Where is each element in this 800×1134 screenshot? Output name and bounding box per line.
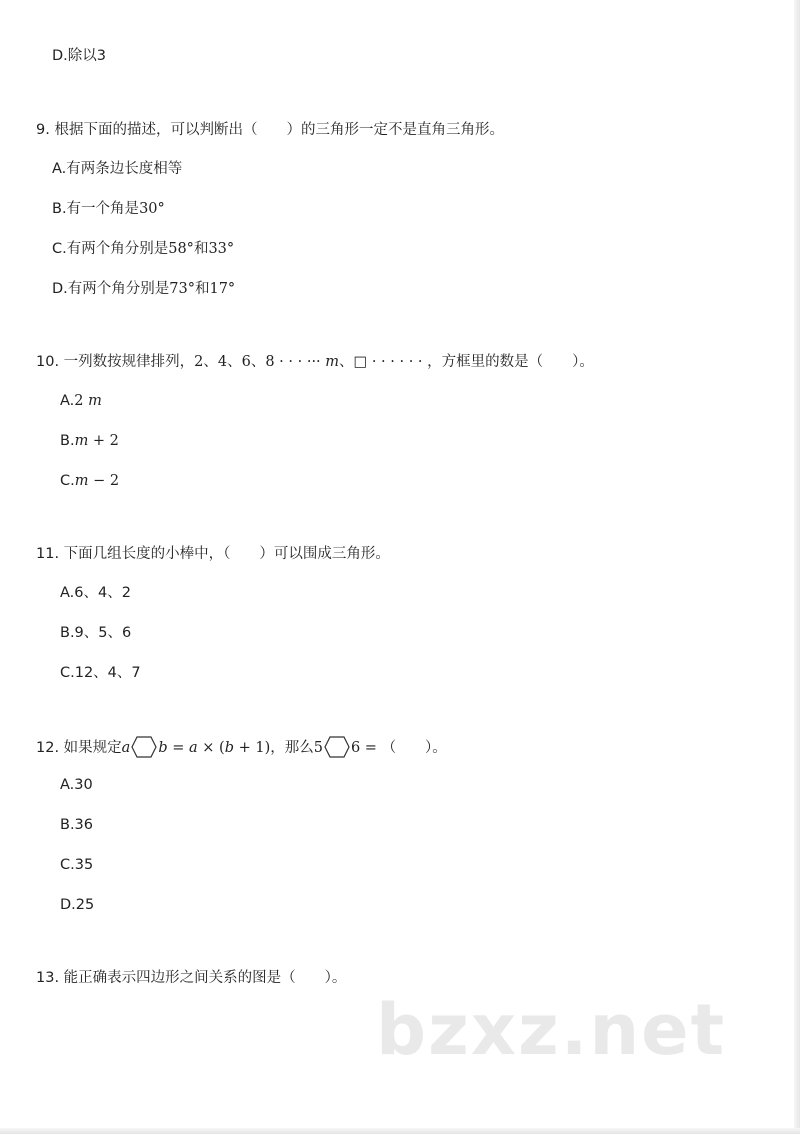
- q10-stem: [36, 352, 594, 372]
- q12-plus-one: + 1): [233, 740, 271, 756]
- q9-option-b: [52, 199, 165, 219]
- page-edge-right: [794, 0, 800, 1134]
- q12-option-c: [60, 855, 93, 875]
- hexagon-operator-icon: [324, 736, 350, 758]
- hexagon-operator-icon: [131, 736, 157, 758]
- q10-sequence-box: 、□ · · · · · · ，: [339, 354, 442, 370]
- q11-option-c-text: C.12、4、7: [60, 665, 141, 681]
- q10-option-a: [60, 391, 102, 411]
- q12-stem-mid: ，那么: [270, 740, 314, 756]
- q9-stem: [36, 120, 504, 140]
- page-edge-bottom: [0, 1128, 800, 1134]
- q9-option-c-and: 和: [193, 241, 209, 257]
- q9-option-d-angle2: 17°: [209, 281, 236, 297]
- q9-option-d-angle1: 73°: [169, 281, 195, 297]
- q11-option-c: [60, 663, 141, 683]
- q10-option-a-label: A.: [60, 393, 75, 409]
- q10-option-a-var: m: [88, 393, 102, 409]
- q10-option-a-num: 2: [74, 393, 89, 409]
- q10-option-c: [60, 471, 119, 491]
- q11-stem: [36, 544, 390, 564]
- q11-option-a: [60, 583, 131, 603]
- q9-stem-text: 9. 根据下面的描述，可以判断出（ ）的三角形一定不是直角三角形。: [36, 122, 504, 138]
- q12-option-a-text: A.30: [60, 777, 93, 793]
- q12-option-a: [60, 775, 93, 795]
- q10-option-c-rest: − 2: [88, 473, 120, 489]
- q12-option-b: [60, 815, 93, 835]
- q11-option-b: [60, 623, 131, 643]
- q11-stem-text: 11. 下面几组长度的小棒中，（ ）可以围成三角形。: [36, 546, 390, 562]
- q9-option-d-and: 和: [194, 281, 210, 297]
- q9-option-b-math: 30°: [139, 201, 165, 217]
- q12-var-a2: a: [189, 740, 198, 756]
- q13-stem-text: 13. 能正确表示四边形之间关系的图是（ ）。: [36, 970, 347, 986]
- q12-six: 6 =: [350, 740, 382, 756]
- q9-option-d: [52, 279, 235, 299]
- q9-option-c-angle1: 58°: [168, 241, 194, 257]
- q12-five: 5: [313, 740, 323, 756]
- q9-option-a-text: A.有两条边长度相等: [52, 161, 183, 177]
- q12-option-d: [60, 895, 94, 915]
- q10-option-b-label: B.: [60, 433, 75, 449]
- q13-stem: [36, 968, 346, 988]
- q8-option-d: [52, 46, 106, 66]
- q10-option-b: [60, 431, 119, 451]
- q12-times: × (: [197, 740, 225, 756]
- q12-option-d-text: D.25: [60, 897, 95, 913]
- q12-var-b: b: [158, 740, 168, 756]
- q12-var-b2: b: [224, 740, 234, 756]
- q11-option-a-text: A.6、4、2: [60, 585, 131, 601]
- q12-equals: =: [167, 740, 189, 756]
- q11-option-b-text: B.9、5、6: [60, 625, 132, 641]
- q10-option-c-var: m: [74, 473, 89, 489]
- q10-sequence-m: m: [325, 354, 340, 370]
- q10-stem-lead: 10. 一列数按规律排列，: [36, 354, 195, 370]
- q9-option-c-label: C.有两个角分别是: [52, 241, 169, 257]
- q9-option-d-label: D.有两个角分别是: [52, 281, 170, 297]
- q12-option-b-text: B.36: [60, 817, 94, 833]
- q8-option-d-text: D.除以3: [52, 48, 106, 64]
- q10-stem-tail: 方框里的数是（ ）。: [441, 354, 594, 370]
- q9-option-a: [52, 159, 182, 179]
- q10-option-b-rest: + 2: [88, 433, 119, 449]
- q9-option-c-angle2: 33°: [208, 241, 235, 257]
- q10-option-b-var: m: [74, 433, 89, 449]
- q12-stem-tail: （ ）。: [381, 740, 447, 756]
- q9-option-c: [52, 239, 234, 259]
- q12-stem: [36, 736, 447, 758]
- q12-var-a: a: [121, 740, 131, 756]
- q12-option-c-text: C.35: [60, 857, 94, 873]
- q12-stem-lead: 12. 如果规定: [36, 740, 122, 756]
- q10-sequence: 2、4、6、8 · · · ···: [194, 354, 326, 370]
- q10-option-c-label: C.: [60, 473, 75, 489]
- q9-option-b-label: B.有一个角是: [52, 201, 140, 217]
- watermark: bzxz.net: [376, 989, 727, 1071]
